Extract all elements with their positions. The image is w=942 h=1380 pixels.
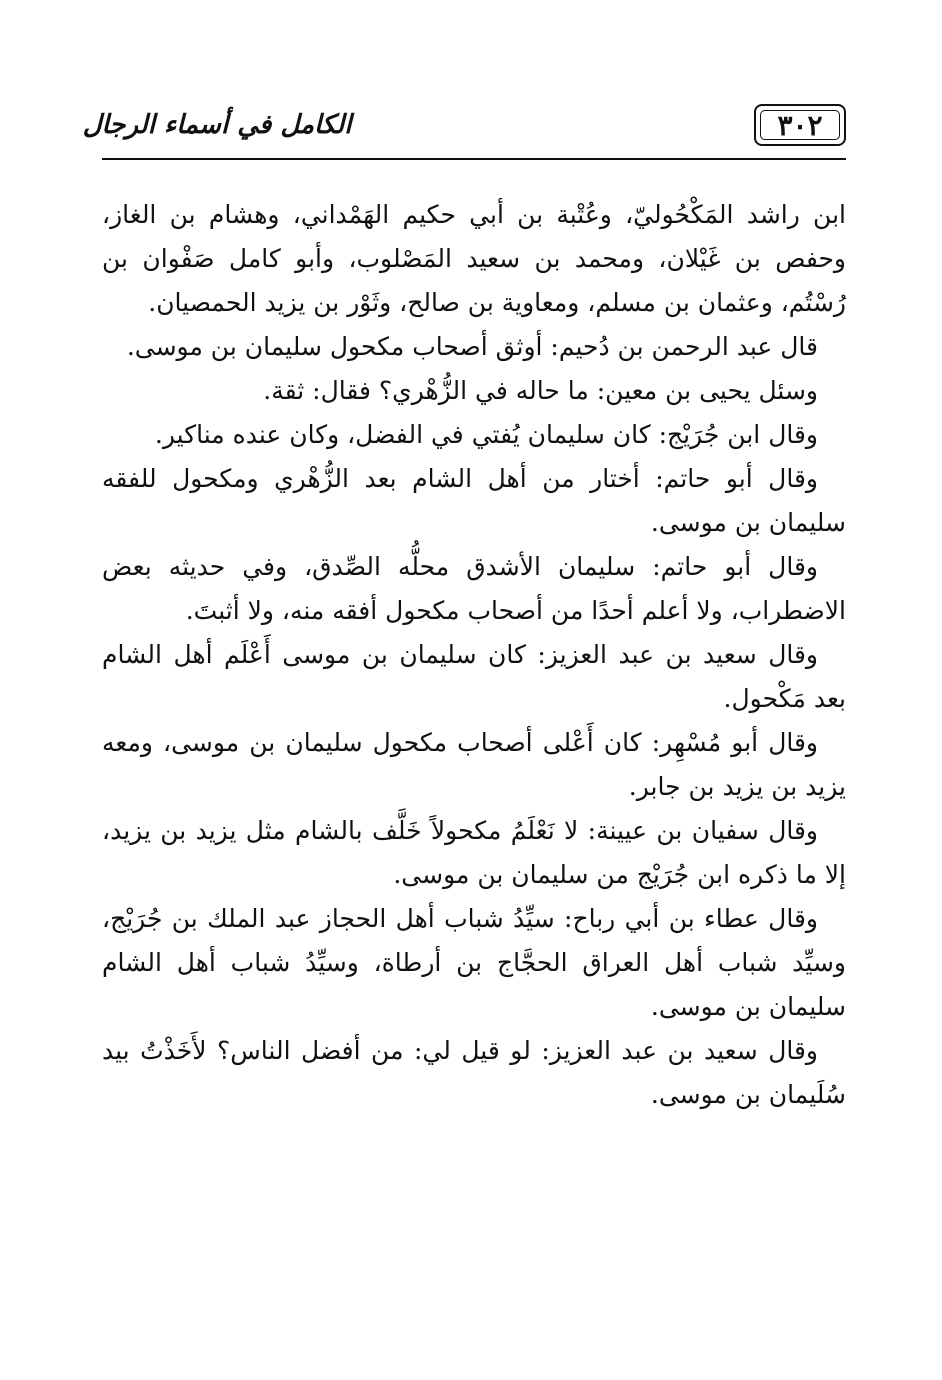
paragraph: وسئل يحيى بن معين: ما حاله في الزُّهْري؟ فقال: ثقة. (263, 376, 818, 405)
page-header (82, 98, 846, 160)
header-rule (102, 158, 846, 160)
paragraph: ابن راشد المَكْحُوليّ، وعُتْبة بن أبي حكيم الهَمْداني، وهشام بن الغاز، وحفص بن غَيْلان، ومحمد بن سعيد المَصْلوب، وأبو كامل صَفْوان بن رُسْتُم، وعثمان بن مسلم، ومعاوية بن صالح، وثَوْر بن يزيد الحمصيان. (102, 200, 846, 317)
page-number: ٣٠٢ (754, 104, 846, 146)
body-text (102, 193, 846, 1117)
paragraph: وقال سفيان بن عيينة: لا نَعْلَمُ مكحولاً خَلَّف بالشام مثل يزيد بن يزيد، إلا ما ذكره ابن جُرَيْج من سليمان بن موسى. (102, 816, 846, 889)
paragraph: وقال أبو مُسْهِر: كان أَعْلى أصحاب مكحول سليمان بن موسى، ومعه يزيد بن يزيد بن جابر. (102, 728, 846, 801)
paragraph: قال عبد الرحمن بن دُحيم: أوثق أصحاب مكحول سليمان بن موسى. (126, 332, 818, 361)
paragraph: وقال سعيد بن عبد العزيز: لو قيل لي: من أفضل الناس؟ لأَخَذْتُ بيد سُلَيمان بن موسى. (102, 1036, 846, 1109)
paragraph: وقال ابن جُرَيْج: كان سليمان يُفتي في الفضل، وكان عنده مناكير. (154, 420, 818, 449)
paragraph: وقال سعيد بن عبد العزيز: كان سليمان بن موسى أَعْلَم أهل الشام بعد مَكْحول. (102, 640, 846, 713)
paragraph: وقال أبو حاتم: أختار من أهل الشام بعد الزُّهْري ومكحول للفقه سليمان بن موسى. (102, 464, 846, 537)
paragraph: وقال أبو حاتم: سليمان الأشدق محلُّه الصِّدق، وفي حديثه بعض الاضطراب، ولا أعلم أحدًا من أصحاب مكحول أفقه منه، ولا أثبتَ. (102, 552, 846, 625)
paragraph: وقال عطاء بن أبي رباح: سيِّدُ شباب أهل الحجاز عبد الملك بن جُرَيْج، وسيِّد شباب أهل العراق الحجَّاج بن أرطاة، وسيِّدُ شباب أهل الشام سليمان بن موسى. (102, 904, 846, 1021)
book-title: الكامل في أسماء الرجال (82, 110, 352, 140)
